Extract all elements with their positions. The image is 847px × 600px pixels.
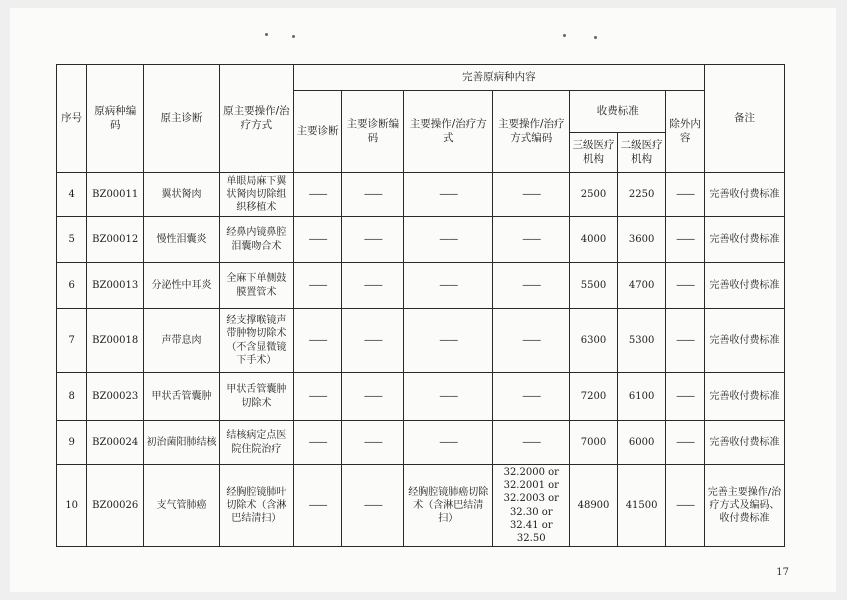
row-orig-diag: 初治菌阳肺结核 [144,421,220,465]
table-row [57,173,785,217]
row-remarks: 完善收付费标准 [704,309,784,373]
row-main-op: —— [404,309,493,373]
row-index: 6 [57,263,87,309]
row-fee-l2: 6000 [617,421,666,465]
row-orig-diag: 分泌性中耳炎 [144,263,220,309]
row-op-code: —— [493,421,570,465]
row-orig-diag: 慢性泪囊炎 [144,217,220,263]
row-exclusion: —— [666,373,705,421]
row-exclusion: —— [666,465,705,547]
row-orig-code: BZ00026 [87,465,144,547]
row-fee-l2: 3600 [617,217,666,263]
row-op-code: —— [493,173,570,217]
row-fee-l3: 7200 [570,373,618,421]
row-orig-op: 经支撑喉镜声带肿物切除术（不含显微镜下手术） [219,309,293,373]
scan-speck [292,35,295,38]
row-fee-l2: 4700 [617,263,666,309]
row-main-op: —— [404,173,493,217]
row-diag-code: —— [342,263,404,309]
row-exclusion: —— [666,173,705,217]
row-orig-op: 单眼局麻下翼状胬肉切除组织移植术 [219,173,293,217]
header-diag-code: 主要诊断编码 [342,91,404,173]
row-main-op: 经胸腔镜肺癌切除术（含淋巴结清扫） [404,465,493,547]
row-orig-diag: 声带息肉 [144,309,220,373]
row-diag-code: —— [342,173,404,217]
row-orig-code: BZ00012 [87,217,144,263]
row-orig-code: BZ00023 [87,373,144,421]
row-remarks: 完善收付费标准 [704,421,784,465]
header-fee-l2: 二级医疗机构 [617,133,666,173]
row-main-diag: —— [293,309,342,373]
row-main-diag: —— [293,421,342,465]
row-orig-diag: 翼状胬肉 [144,173,220,217]
row-orig-op: 甲状舌管囊肿切除术 [219,373,293,421]
row-index: 4 [57,173,87,217]
table-row [57,217,785,263]
row-orig-op: 结核病定点医院住院治疗 [219,421,293,465]
header-orig-op: 原主要操作/治疗方式 [219,65,293,173]
row-main-diag: —— [293,465,342,547]
table-body [57,173,785,547]
row-fee-l2: 2250 [617,173,666,217]
row-fee-l3: 48900 [570,465,618,547]
row-fee-l2: 5300 [617,309,666,373]
header-exclusion: 除外内容 [666,91,705,173]
row-orig-code: BZ00011 [87,173,144,217]
row-remarks: 完善收付费标准 [704,263,784,309]
row-main-diag: —— [293,263,342,309]
row-fee-l2: 41500 [617,465,666,547]
row-fee-l3: 4000 [570,217,618,263]
row-orig-op: 经胸腔镜肺叶切除术（含淋巴结清扫） [219,465,293,547]
row-diag-code: —— [342,217,404,263]
row-index: 9 [57,421,87,465]
row-diag-code: —— [342,309,404,373]
row-main-op: —— [404,373,493,421]
header-remarks: 备注 [704,65,784,173]
row-main-diag: —— [293,217,342,263]
disease-fee-table [56,64,785,547]
row-main-diag: —— [293,373,342,421]
row-op-code: 32.2000 or 32.2001 or 32.2003 or 32.30 or 32.41 or 32.50 [493,465,570,547]
header-op-code: 主要操作/治疗方式编码 [493,91,570,173]
row-orig-op: 全麻下单侧鼓膜置管术 [219,263,293,309]
row-orig-op: 经鼻内镜鼻腔泪囊吻合术 [219,217,293,263]
row-main-op: —— [404,263,493,309]
row-op-code: —— [493,217,570,263]
row-fee-l3: 5500 [570,263,618,309]
scan-speck [265,33,268,36]
row-main-op: —— [404,217,493,263]
header-main-diag: 主要诊断 [293,91,342,173]
row-main-op: —— [404,421,493,465]
row-op-code: —— [493,263,570,309]
row-exclusion: —— [666,309,705,373]
row-index: 10 [57,465,87,547]
header-improve-group: 完善原病种内容 [293,65,704,91]
table-row [57,421,785,465]
header-index: 序号 [57,65,87,173]
row-remarks: 完善收付费标准 [704,373,784,421]
header-fee-l3: 三级医疗机构 [570,133,618,173]
table-row [57,263,785,309]
row-diag-code: —— [342,421,404,465]
row-index: 7 [57,309,87,373]
scan-speck [563,34,566,37]
row-op-code: —— [493,309,570,373]
row-fee-l2: 6100 [617,373,666,421]
row-index: 8 [57,373,87,421]
row-orig-code: BZ00018 [87,309,144,373]
row-exclusion: —— [666,421,705,465]
header-orig-diag: 原主诊断 [144,65,220,173]
scan-speck [594,36,597,39]
row-remarks: 完善收付费标准 [704,217,784,263]
row-remarks: 完善收付费标准 [704,173,784,217]
row-exclusion: —— [666,217,705,263]
row-diag-code: —— [342,465,404,547]
row-fee-l3: 2500 [570,173,618,217]
row-main-diag: —— [293,173,342,217]
table-row [57,465,785,547]
row-orig-diag: 支气管肺癌 [144,465,220,547]
row-fee-l3: 7000 [570,421,618,465]
row-diag-code: —— [342,373,404,421]
header-orig-code: 原病种编码 [87,65,144,173]
row-orig-diag: 甲状舌管囊肿 [144,373,220,421]
row-index: 5 [57,217,87,263]
header-main-op: 主要操作/治疗方式 [404,91,493,173]
row-orig-code: BZ00024 [87,421,144,465]
table-row [57,373,785,421]
table-row [57,309,785,373]
row-op-code: —— [493,373,570,421]
page-number: 17 [776,567,789,578]
row-remarks: 完善主要操作/治疗方式及编码、收付费标准 [704,465,784,547]
row-exclusion: —— [666,263,705,309]
header-fee-group: 收费标准 [570,91,666,133]
row-fee-l3: 6300 [570,309,618,373]
row-orig-code: BZ00013 [87,263,144,309]
